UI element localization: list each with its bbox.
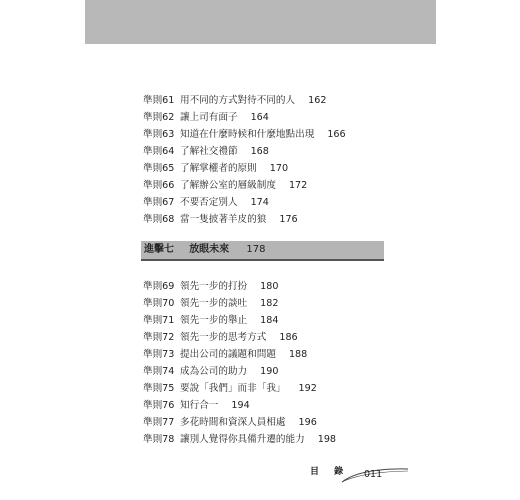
entry-title: 了解掌權者的原則 [180,163,257,174]
entry-title: 領先一步的舉止 [180,315,248,326]
toc-entry [143,109,403,126]
toc-entry [143,194,403,211]
entry-title: 知行合一 [180,400,219,411]
toc-list-section-one [143,92,403,228]
entry-page: 184 [260,315,279,326]
toc-entry [143,380,403,397]
entry-title: 領先一步的思考方式 [180,332,267,343]
entry-page: 174 [250,197,269,208]
rule-number: 準則67 [143,197,175,208]
toc-entry [143,211,403,228]
toc-entry [143,177,403,194]
toc-entry [143,143,403,160]
toc-entry [143,329,403,346]
toc-entry [143,312,403,329]
rule-number: 準則74 [143,366,175,377]
page-number: 011 [364,469,383,480]
toc-entry [143,278,403,295]
entry-title: 不要否定別人 [180,197,238,208]
rule-number: 準則68 [143,214,175,225]
section-label: 進擊七 [144,244,174,255]
page-footer [300,462,410,486]
toc-entry [143,92,403,109]
entry-page: 170 [269,163,289,174]
entry-page: 162 [308,95,327,106]
section-title: 放眼未來 [189,244,230,255]
toc-entry [143,160,403,177]
entry-title: 成為公司的助力 [180,366,248,377]
footer-label: 目 錄 [310,467,350,477]
header-band [85,0,436,44]
toc-list-section-two [143,278,403,448]
entry-title: 領先一步的打扮 [180,281,248,292]
entry-page: 190 [260,366,279,377]
entry-title: 了解辦公室的層級制度 [180,180,276,191]
entry-page: 180 [260,281,279,292]
rule-number: 準則65 [143,163,175,174]
rule-number: 準則73 [143,349,175,360]
entry-title: 了解社交禮節 [180,146,238,157]
toc-entry [143,295,403,312]
entry-page: 176 [279,214,298,225]
entry-page: 186 [279,332,298,343]
entry-title: 提出公司的議題和問題 [180,349,276,360]
rule-number: 準則70 [143,298,175,309]
toc-entry [143,126,403,143]
entry-title: 讓別人覺得你具備升遷的能力 [180,434,305,445]
entry-page: 198 [317,434,337,445]
entry-page: 196 [298,417,317,428]
entry-page: 192 [298,383,317,394]
rule-number: 準則63 [143,129,175,140]
toc-entry [143,431,403,448]
rule-number: 準則78 [143,434,175,445]
toc-entry [143,397,403,414]
entry-title: 當一隻披著羊皮的狼 [180,214,267,225]
entry-page: 164 [250,112,269,123]
entry-title: 知道在什麼時候和什麼地點出現 [180,129,315,140]
entry-page: 166 [327,129,346,140]
entry-page: 188 [288,349,308,360]
rule-number: 準則75 [143,383,175,394]
entry-page: 194 [231,400,250,411]
entry-title: 要說「我們」而非「我」 [180,383,286,394]
rule-number: 準則72 [143,332,175,343]
entry-title: 領先一步的談吐 [180,298,248,309]
section-page: 178 [246,244,266,255]
rule-number: 準則71 [143,315,175,326]
toc-entry [143,346,403,363]
entry-page: 182 [260,298,279,309]
rule-number: 準則64 [143,146,175,157]
toc-entry [143,363,403,380]
rule-number: 準則66 [143,180,175,191]
rule-number: 準則61 [143,95,175,106]
rule-number: 準則69 [143,281,175,292]
toc-entry [143,414,403,431]
rule-number: 準則77 [143,417,175,428]
entry-title: 多花時間和資深人員相處 [180,417,286,428]
rule-number: 準則76 [143,400,175,411]
entry-page: 168 [250,146,269,157]
entry-page: 172 [288,180,308,191]
entry-title: 讓上司有面子 [180,112,238,123]
rule-number: 準則62 [143,112,175,123]
section-heading [141,241,384,261]
entry-title: 用不同的方式對待不同的人 [180,95,296,106]
